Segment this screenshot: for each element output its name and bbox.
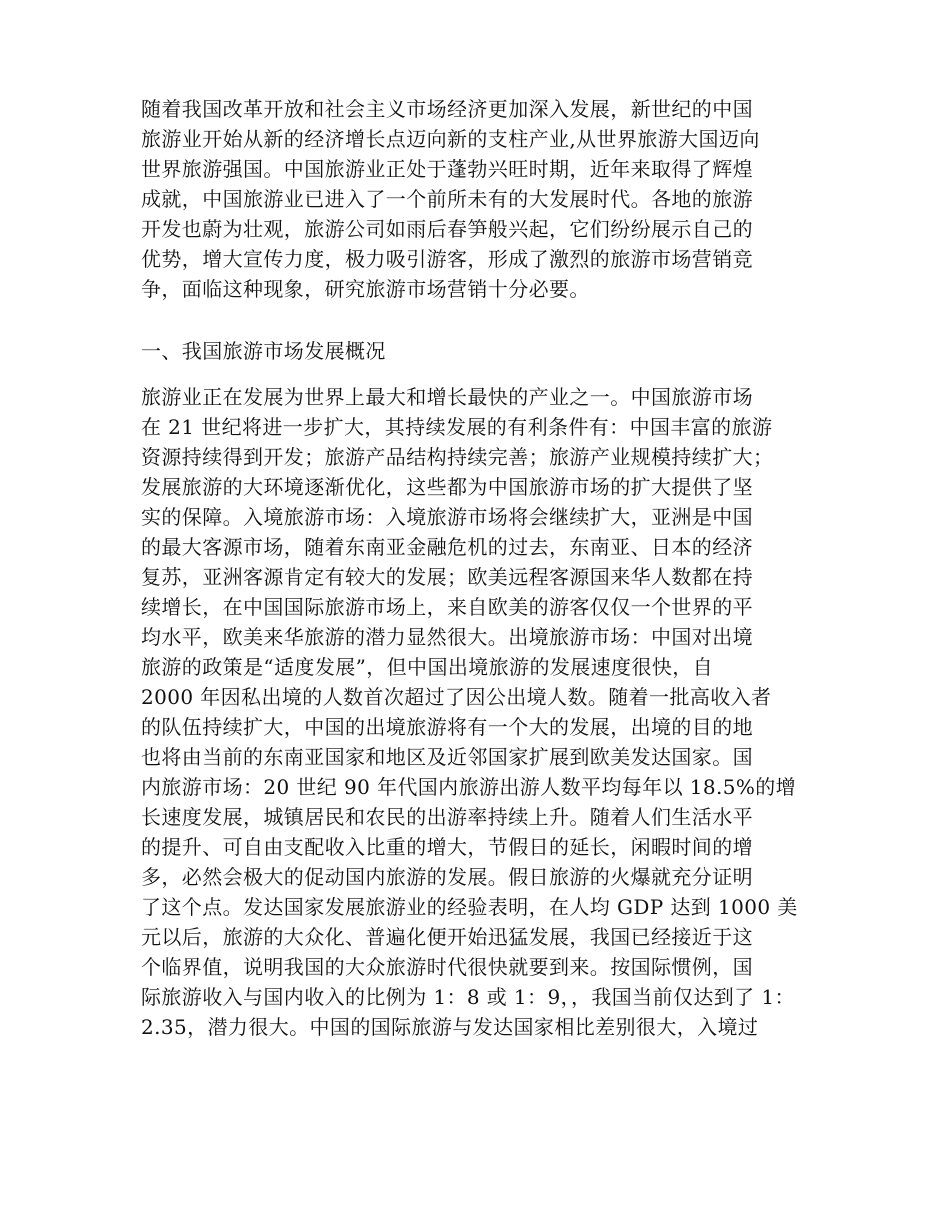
intro-line: 成就，中国旅游业已进入了一个前所未有的大发展时代。各地的旅游 — [141, 187, 753, 211]
intro-line: 旅游业开始从新的经济增长点迈向新的支柱产业,从世界旅游大国迈向 — [141, 127, 760, 151]
body-line: 2.35，潜力很大。中国的国际旅游与发达国家相比差别很大，入境过 — [141, 1015, 759, 1039]
body-line: 多，必然会极大的促动国内旅游的发展。假日旅游的火爆就充分证明 — [141, 865, 753, 889]
body-line: 资源持续得到开发；旅游产品结构持续完善；旅游产业规模持续扩大； — [141, 445, 774, 469]
intro-line: 争，面临这种现象，研究旅游市场营销十分必要。 — [141, 277, 590, 301]
body-line: 复苏，亚洲客源肯定有较大的发展；欧美远程客源国来华人数都在持 — [141, 565, 753, 589]
body-line: 旅游业正在发展为世界上最大和增长最快的产业之一。中国旅游市场 — [141, 385, 753, 409]
body-line: 际旅游收入与国内收入的比例为 1：8 或 1：9，，我国当前仅达到了 1： — [141, 985, 795, 1009]
body-line: 实的保障。入境旅游市场：入境旅游市场将会继续扩大，亚洲是中国 — [141, 505, 753, 529]
body-line: 了这个点。发达国家发展旅游业的经验表明，在人均 GDP 达到 1000 美 — [141, 895, 798, 919]
body-line: 元以后，旅游的大众化、普遍化便开始迅猛发展，我国已经接近于这 — [141, 925, 753, 949]
body-line: 内旅游市场：20 世纪 90 年代国内旅游出游人数平均每年以 18.5%的增 — [141, 775, 797, 799]
body-line: 的队伍持续扩大，中国的出境旅游将有一个大的发展，出境的目的地 — [141, 715, 753, 739]
intro-line: 开发也蔚为壮观，旅游公司如雨后春笋般兴起，它们纷纷展示自己的 — [141, 217, 753, 241]
section-heading: 一、我国旅游市场发展概况 — [141, 339, 386, 363]
intro-line: 随着我国改革开放和社会主义市场经济更加深入发展，新世纪的中国 — [141, 97, 753, 121]
body-line: 长速度发展，城镇居民和农民的出游率持续上升。随着人们生活水平 — [141, 805, 753, 829]
body-line: 续增长，在中国国际旅游市场上，来自欧美的游客仅仅一个世界的平 — [141, 595, 753, 619]
body-line: 个临界值，说明我国的大众旅游时代很快就要到来。按国际惯例，国 — [141, 955, 753, 979]
body-line: 的最大客源市场，随着东南亚金融危机的过去，东南亚、日本的经济 — [141, 535, 753, 559]
body-line: 也将由当前的东南亚国家和地区及近邻国家扩展到欧美发达国家。国 — [141, 745, 753, 769]
body-line: 2000 年因私出境的人数首次超过了因公出境人数。随着一批高收入者 — [141, 685, 772, 709]
body-line: 旅游的政策是“适度发展”，但中国出境旅游的发展速度很快，自 — [141, 655, 714, 679]
intro-line: 世界旅游强国。中国旅游业正处于蓬勃兴旺时期，近年来取得了辉煌 — [141, 157, 753, 181]
intro-line: 优势，增大宣传力度，极力吸引游客，形成了激烈的旅游市场营销竞 — [141, 247, 753, 271]
body-line: 在 21 世纪将进一步扩大，其持续发展的有利条件有：中国丰富的旅游 — [141, 415, 773, 439]
body-line: 发展旅游的大环境逐渐优化，这些都为中国旅游市场的扩大提供了坚 — [141, 475, 753, 499]
body-line: 均水平，欧美来华旅游的潜力显然很大。出境旅游市场：中国对出境 — [141, 625, 753, 649]
body-line: 的提升、可自由支配收入比重的增大，节假日的延长，闲暇时间的增 — [141, 835, 753, 859]
